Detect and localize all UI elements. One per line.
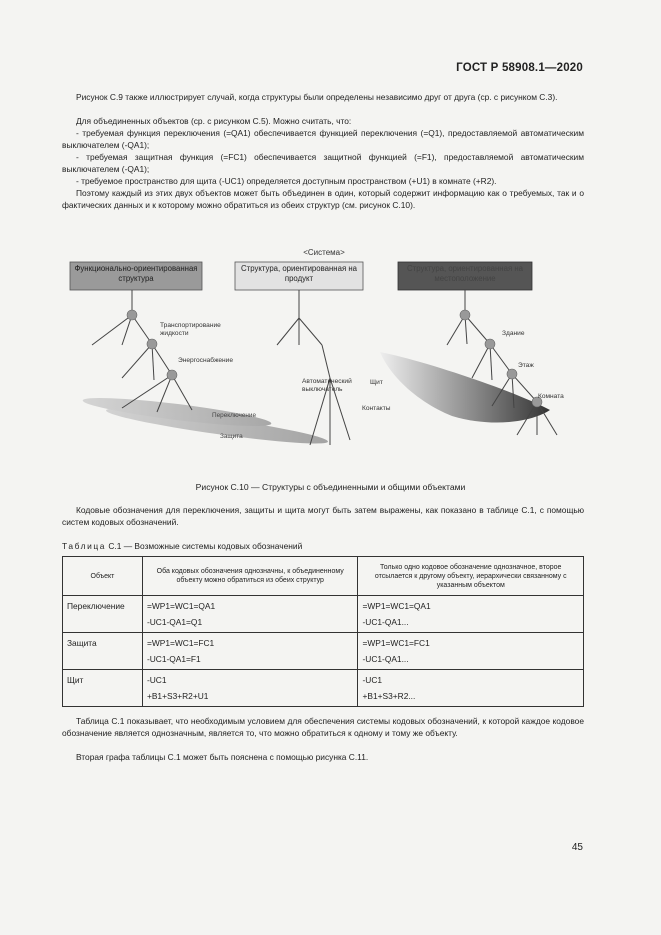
intro-bullet-2: - требуемая защитная функция (=FC1) обеспечивается защитной функцией (=F1), предоставляемой автоматическим выключателем (-QA1); — [62, 152, 584, 174]
function-node-energy — [167, 370, 177, 380]
product-structure-box — [235, 262, 363, 290]
code-line: -UC1-QA1... — [362, 654, 409, 664]
function-structure-box — [70, 262, 202, 290]
header-both-unique: Оба кодовых обозначения однозначны, к объединенному объекту можно обратиться из обеих структур — [142, 557, 358, 596]
row-both-codes — [142, 633, 358, 670]
table-row — [63, 596, 584, 633]
intro-bullet-1: - требуемая функция переключения (=QA1) обеспечивается функцией переключения (=Q1), предоставляемой автоматическим выключателем (-QA1); — [62, 128, 584, 150]
contacts-label: Контакты — [362, 405, 391, 412]
table-row — [63, 670, 584, 707]
code-line: +B1+S3+R2... — [362, 691, 416, 701]
switching-label: Переключение — [212, 412, 257, 419]
protection-label: Защита — [220, 433, 243, 440]
row-object: Защита — [63, 633, 143, 670]
location-structure-box — [398, 262, 532, 290]
energy-label: Энергоснабжение — [178, 357, 234, 364]
code-systems-table — [62, 556, 584, 707]
table-row — [63, 633, 584, 670]
row-one-codes — [358, 670, 584, 707]
intro-bullet-3: - требуемое пространство для щита (-UC1) определяется доступным пространством (+U1) в комнате (+R2). — [76, 176, 497, 186]
closing-paragraph-2: Вторая графа таблицы С.1 может быть пояснена с помощью рисунка С.11. — [76, 752, 369, 762]
table-caption-word: Таблица — [62, 541, 107, 551]
code-line: =WP1=WC1=FC1 — [362, 638, 430, 648]
intro-paragraph-2: Для объединенных объектов (ср. с рисунком С.5). Можно считать, что: — [76, 116, 352, 126]
room-label: Комната — [538, 393, 564, 400]
system-label: <Система> — [303, 248, 345, 257]
page-number: 45 — [571, 842, 583, 853]
function-structure-label: Функционально-ориентированная структура — [74, 264, 198, 283]
row-one-codes — [358, 633, 584, 670]
function-tree — [92, 290, 192, 412]
intro-paragraph-3: Поэтому каждый из этих двух объектов может быть объединен в один, который содержит информацию как о требуемых, так и о фактических данных и к которому можно обратиться из обеих структур (см. рисунок С.10). — [62, 188, 584, 210]
location-node-root — [460, 310, 470, 320]
code-line: -UC1-QA1=Q1 — [146, 617, 203, 627]
function-node-transport — [147, 339, 157, 349]
middle-paragraph: Кодовые обозначения для переключения, защиты и щита могут быть затем выражены, как показано в таблице С.1, с помощью систем кодовых обозначений. — [62, 505, 584, 527]
code-line: -UC1-QA1... — [362, 617, 409, 627]
code-line: =WP1=WC1=QA1 — [362, 601, 431, 611]
code-line: -UC1 — [146, 675, 167, 685]
row-object: Переключение — [63, 596, 143, 633]
product-structure-label: Структура, ориентированная на продукт — [241, 264, 357, 283]
location-node-building — [485, 339, 495, 349]
figure-structures — [62, 240, 602, 470]
protection-ellipse — [105, 402, 329, 449]
row-both-codes — [142, 596, 358, 633]
header-one-unique: Только одно кодовое обозначение однозначное, второе отсылается к другому объекту, иерархически связанному с указанным объектом — [358, 557, 584, 596]
row-object: Щит — [63, 670, 143, 707]
floor-label: Этаж — [518, 362, 534, 369]
code-line: =WP1=WC1=QA1 — [146, 601, 216, 611]
row-both-codes — [142, 670, 358, 707]
code-line: -UC1-QA1=F1 — [146, 654, 201, 664]
code-line: =WP1=WC1=FC1 — [146, 638, 215, 648]
code-line: -UC1 — [362, 675, 383, 685]
transport-label: Транспортирование жидкости — [160, 322, 221, 337]
table-caption-title: С.1 — Возможные системы кодовых обозначений — [108, 541, 303, 551]
closing-paragraph-1: Таблица С.1 показывает, что необходимым условием для обеспечения системы кодовых обозначений, к которой каждое кодовое обозначение является однозначным, является то, что можно обратиться к одному и тому же объекту. — [62, 716, 584, 738]
figure-caption: Рисунок С.10 — Структуры с объединенными и общими объектами — [195, 482, 466, 492]
code-line: +B1+S3+R2+U1 — [146, 691, 209, 701]
row-one-codes — [358, 596, 584, 633]
table-caption — [62, 541, 302, 551]
building-label: Здание — [502, 330, 525, 337]
location-structure-label: Структура, ориентированная на местоположение — [407, 264, 523, 283]
document-code: ГОСТ Р 58908.1—2020 — [456, 62, 583, 74]
panel-label: Щит — [370, 379, 383, 386]
breaker-label: Автоматический выключатель — [302, 378, 352, 393]
product-tree — [277, 290, 350, 445]
location-node-floor — [507, 369, 517, 379]
function-node-root — [127, 310, 137, 320]
header-object: Объект — [63, 557, 143, 596]
intro-paragraph-1: Рисунок С.9 также иллюстрирует случай, когда структуры были определены независимо друг от друга (ср. с рисунком С.3). — [76, 92, 558, 102]
table-header-row — [63, 557, 584, 596]
